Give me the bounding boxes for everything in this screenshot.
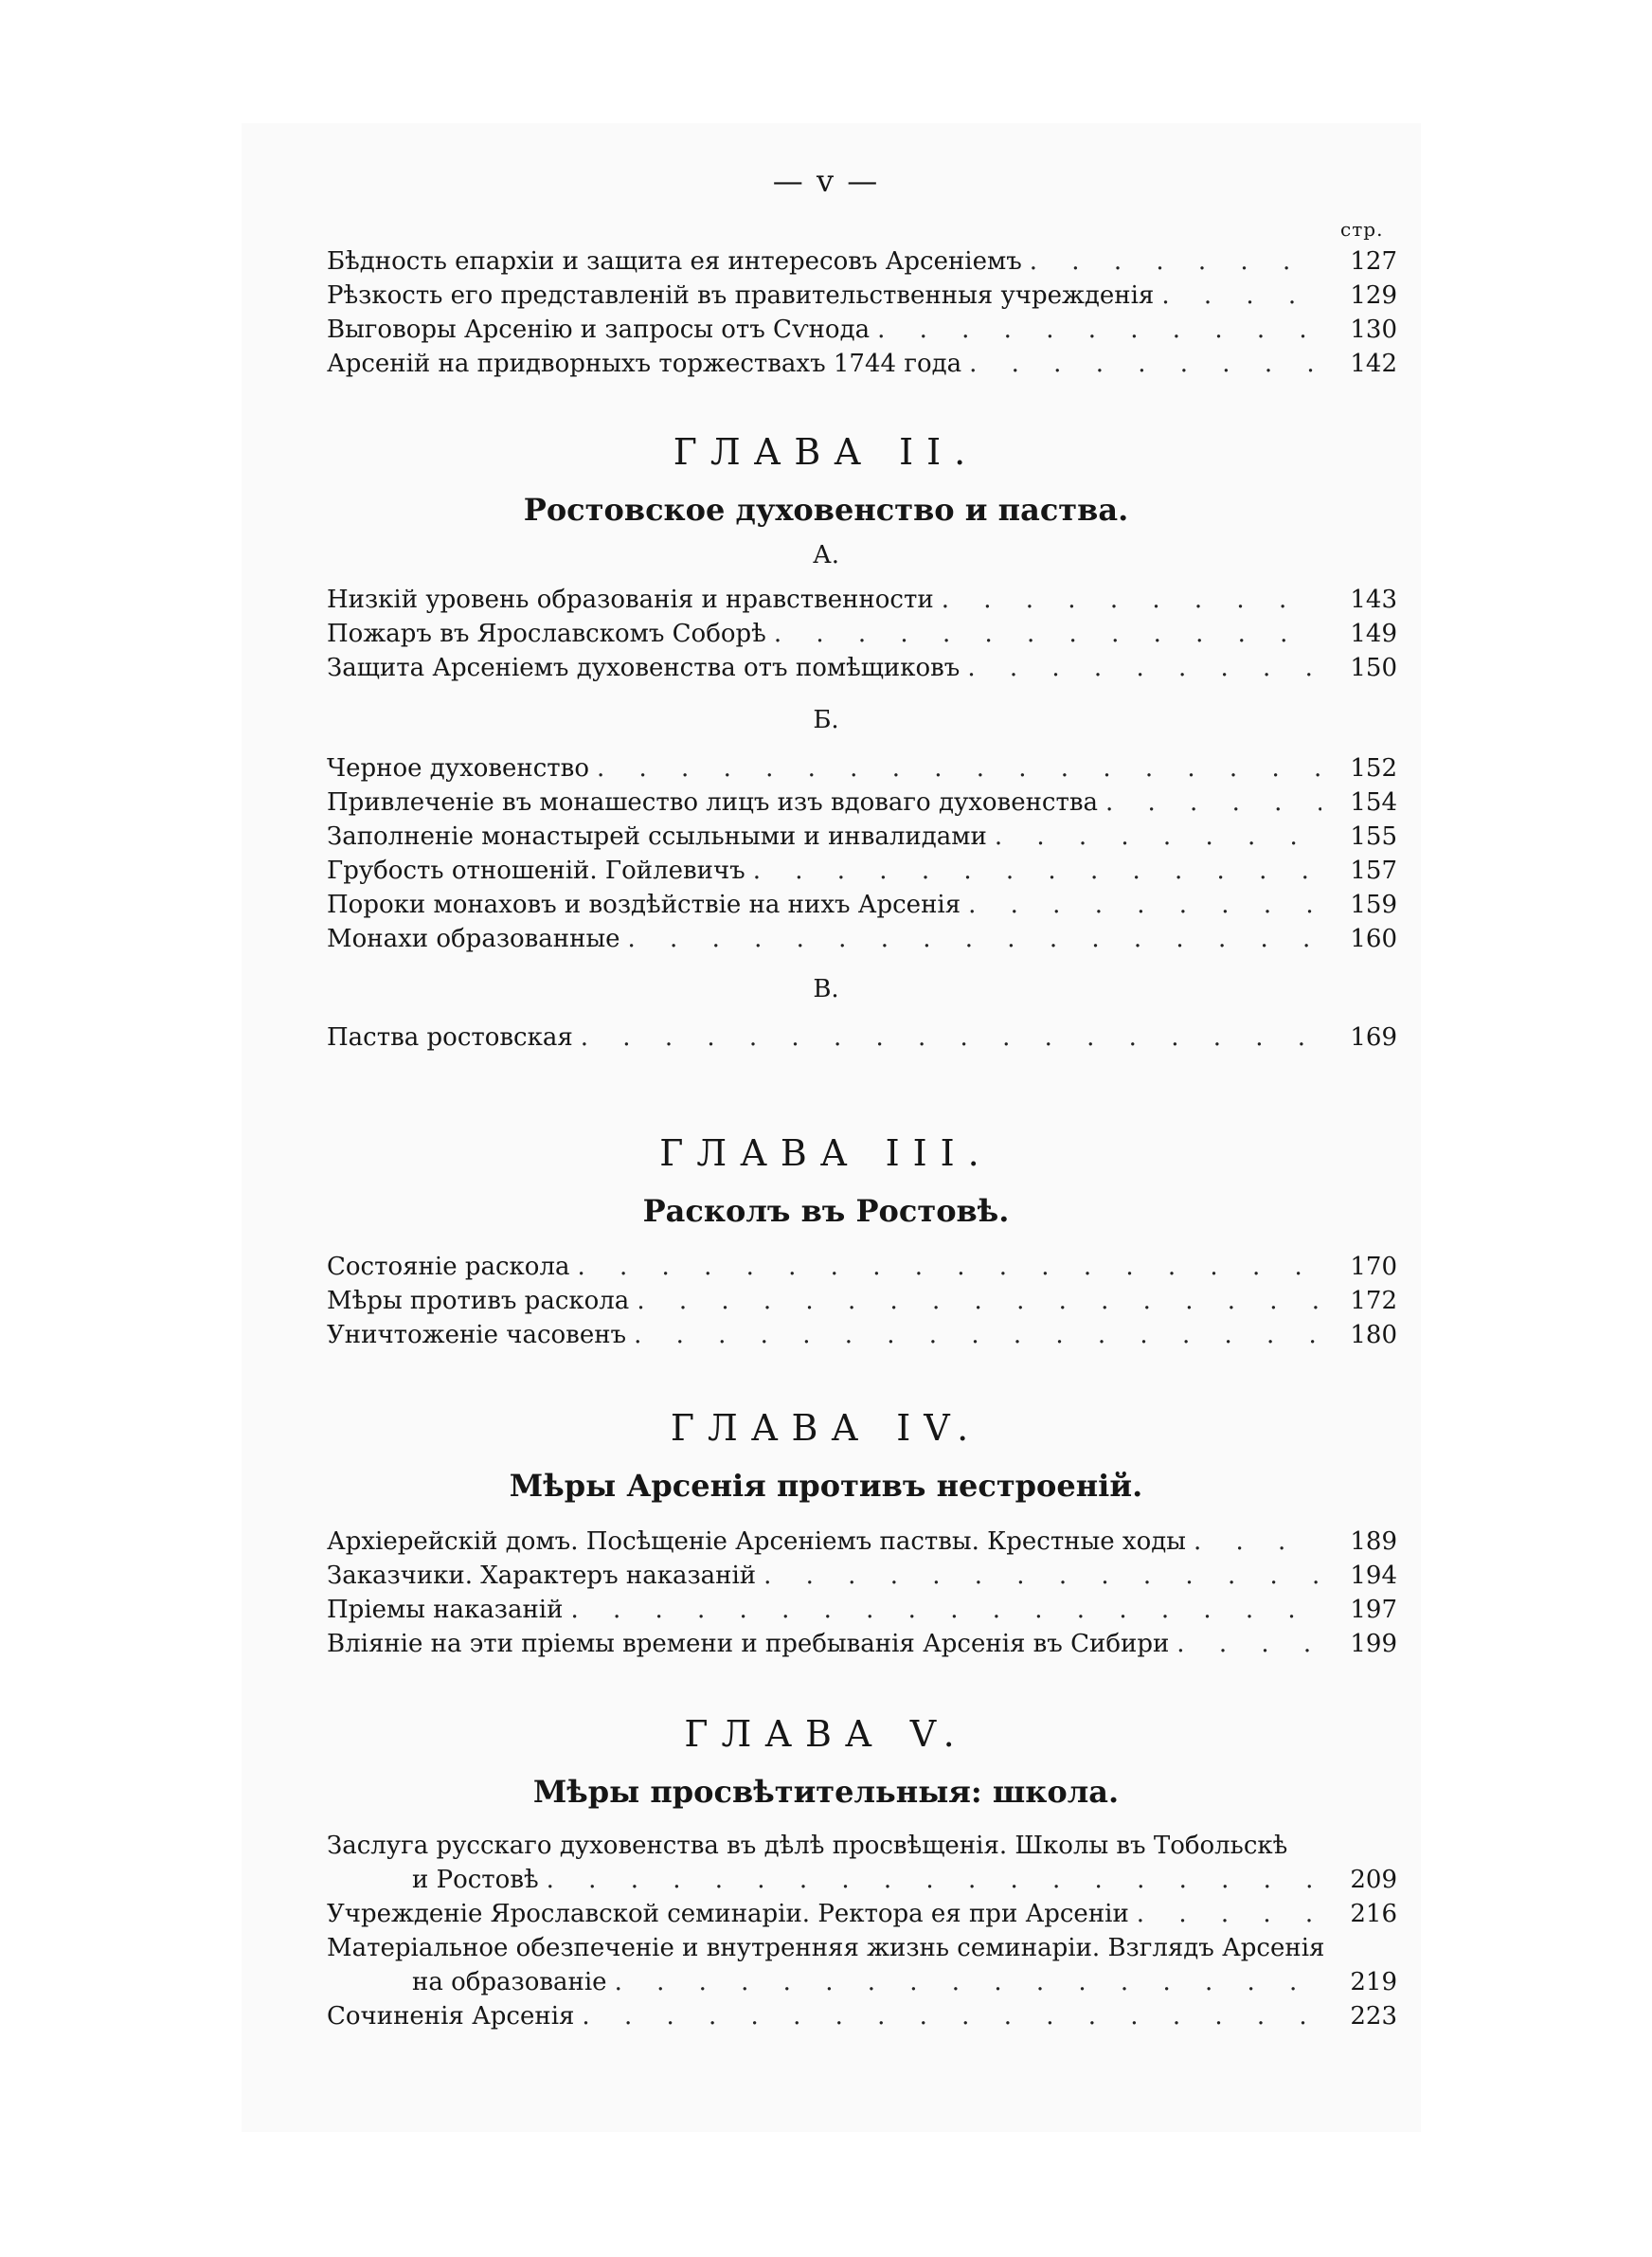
chapter-2 (327, 431, 1397, 1055)
chapter-4 (327, 1407, 1397, 1661)
toc-entry-page: 143 (1350, 586, 1397, 614)
toc-entry-title: Уничтоженіе часовенъ (327, 1321, 627, 1349)
toc-entry-page: 219 (1350, 1968, 1397, 1996)
dot-leader (1176, 1627, 1321, 1661)
toc-entry[interactable] (327, 1284, 1397, 1318)
chapter-heading: ГЛАВА II. (673, 431, 979, 473)
dot-leader (968, 888, 1321, 922)
toc-entry-title: Архіерейскій домъ. Посѣщеніе Арсеніемъ паствы. Крестные ходы (327, 1527, 1186, 1556)
toc-entry[interactable] (327, 751, 1397, 785)
chapter-heading: ГЛАВА V. (684, 1713, 968, 1755)
toc-entry[interactable] (327, 1020, 1397, 1055)
toc-entry-title: Заказчики. Характеръ наказаній (327, 1562, 757, 1590)
chapter-heading: ГЛАВА IV. (670, 1407, 982, 1449)
toc-entry-page: 142 (1350, 350, 1397, 378)
running-header: — v — (772, 163, 880, 199)
dot-leader (615, 1965, 1321, 1999)
chapter-heading: ГЛАВА III. (659, 1132, 993, 1174)
toc-entry-title: и Ростовѣ (412, 1866, 539, 1894)
toc-entry-page: 170 (1350, 1253, 1397, 1281)
toc-entry[interactable] (327, 1250, 1397, 1284)
dot-leader (582, 1999, 1321, 2033)
page-column-label: стр. (1340, 218, 1384, 241)
intro-entries (327, 244, 1397, 381)
toc-entry-title: Рѣзкость его представленій въ правительственныя учрежденія (327, 281, 1155, 310)
chapter-5 (327, 1713, 1397, 2033)
toc-entry-title: Мѣры противъ раскола (327, 1287, 630, 1315)
dot-leader (634, 1318, 1321, 1352)
toc-entry-page: 127 (1350, 247, 1397, 276)
chapter-3 (327, 1132, 1397, 1352)
dot-leader (1105, 785, 1321, 820)
toc-entry[interactable] (327, 651, 1397, 685)
chapter-title: Ростовское духовенство и паства. (523, 492, 1129, 528)
toc-entry-page: 194 (1350, 1562, 1397, 1590)
toc-entry[interactable] (327, 785, 1397, 820)
dot-leader (877, 313, 1321, 347)
toc-entry[interactable] (327, 617, 1397, 651)
dot-leader (577, 1250, 1321, 1284)
toc-entry-page: 216 (1350, 1900, 1397, 1928)
toc-entry-page: 160 (1350, 925, 1397, 953)
toc-entry-title: Низкій уровень образованія и нравственности (327, 586, 934, 614)
dot-leader (581, 1020, 1321, 1055)
dot-leader (570, 1593, 1321, 1627)
toc-entry-title: Защита Арсеніемъ духовенства отъ помѣщиковъ (327, 654, 961, 682)
toc-entry-page: 172 (1350, 1287, 1397, 1315)
toc-entry-page: 197 (1350, 1596, 1397, 1624)
toc-entry-page: 189 (1350, 1527, 1397, 1556)
toc-entry-page: 152 (1350, 754, 1397, 783)
toc-entry-title: Сочиненія Арсенія (327, 2002, 575, 2031)
section-letter: В. (813, 975, 839, 1003)
toc-entry-page: 149 (1350, 620, 1397, 648)
dot-leader (1137, 1897, 1321, 1931)
toc-entry-title: Пожаръ въ Ярославскомъ Соборѣ (327, 620, 766, 648)
toc-entry-title: Бѣдность епархіи и защита ея интересовъ Арсеніемъ (327, 247, 1022, 276)
toc-entry-page: 150 (1350, 654, 1397, 682)
toc-entry-title: Учрежденіе Ярославской семинаріи. Ректора ея при Арсеніи (327, 1900, 1129, 1928)
toc-entry-page: 157 (1350, 857, 1397, 885)
toc-entry-title: Арсеній на придворныхъ торжествахъ 1744 года (327, 350, 962, 378)
toc-entry-page: 154 (1350, 788, 1397, 817)
toc-entry[interactable] (327, 1525, 1397, 1559)
toc-entry[interactable] (327, 1318, 1397, 1352)
toc-entry-page: 209 (1350, 1866, 1397, 1894)
toc-entry-page: 223 (1350, 2002, 1397, 2031)
toc-entry[interactable] (327, 820, 1397, 854)
toc-entry[interactable] (327, 922, 1397, 956)
toc-entry-title: Привлеченіе въ монашество лицъ изъ вдоваго духовенства (327, 788, 1098, 817)
toc-entry-title: Грубость отношеній. Гойлевичъ (327, 857, 745, 885)
toc-entry-title: Черное духовенство (327, 754, 589, 783)
toc-entry-title: Состояніе раскола (327, 1253, 570, 1281)
toc-entry-title: Пріемы наказаній (327, 1596, 564, 1624)
toc-entry[interactable] (327, 583, 1397, 617)
dot-leader (628, 922, 1321, 956)
toc-entry-first-line[interactable] (327, 1931, 1397, 1965)
dot-leader (763, 1559, 1321, 1593)
toc-entry-page: 129 (1350, 281, 1397, 310)
toc-entry[interactable] (327, 888, 1397, 922)
dot-leader (637, 1284, 1321, 1318)
toc-entry[interactable] (327, 1627, 1397, 1661)
dot-leader (995, 820, 1321, 854)
toc-entry-page: 159 (1350, 891, 1397, 919)
toc-entry-title: на образованіе (412, 1968, 607, 1996)
toc-entry-page: 199 (1350, 1630, 1397, 1658)
toc-entry[interactable] (327, 854, 1397, 888)
chapter-title: Расколъ въ Ростовѣ. (642, 1193, 1010, 1229)
dot-leader (1030, 244, 1321, 279)
toc-entry-title: Монахи образованные (327, 925, 620, 953)
toc-entry[interactable] (327, 244, 1397, 279)
dot-leader (1194, 1525, 1321, 1559)
toc-entry[interactable] (327, 1559, 1397, 1593)
dot-leader (547, 1863, 1321, 1897)
toc-entry-page: 169 (1350, 1023, 1397, 1052)
toc-entry-first-line[interactable] (327, 1829, 1397, 1863)
toc-entry-page: 130 (1350, 316, 1397, 344)
section-letter: Б. (813, 706, 839, 734)
toc-entry-continuation[interactable] (327, 1965, 1397, 1999)
toc-entry-title: Вліяніе на эти пріемы времени и пребыванія Арсенія въ Сибири (327, 1630, 1170, 1658)
toc-entry-page: 180 (1350, 1321, 1397, 1349)
section-letter: А. (813, 541, 839, 569)
toc-entry-continuation[interactable] (327, 1863, 1397, 1897)
toc-entry[interactable] (327, 313, 1397, 347)
toc-entry[interactable] (327, 1897, 1397, 1931)
toc-entry-page: 155 (1350, 822, 1397, 851)
dot-leader (942, 583, 1321, 617)
toc-entry-title: Выговоры Арсенію и запросы отъ Сѵнода (327, 316, 871, 344)
toc-entry-title: Заполненіе монастырей ссыльными и инвалидами (327, 822, 987, 851)
toc-entry-title: Пороки монаховъ и воздѣйствіе на нихъ Арсенія (327, 891, 961, 919)
chapter-title: Мѣры Арсенія противъ нестроеній. (509, 1468, 1143, 1504)
dot-leader (1161, 279, 1321, 313)
dot-leader (969, 347, 1321, 381)
dot-leader (753, 854, 1321, 888)
toc-entry-title: Матеріальное обезпеченіе и внутренняя жизнь семинаріи. Взглядъ Арсенія (327, 1934, 1325, 1962)
dot-leader (774, 617, 1321, 651)
toc-entry[interactable] (327, 1999, 1397, 2033)
toc-entry[interactable] (327, 279, 1397, 313)
chapter-title: Мѣры просвѣтительныя: школа. (532, 1774, 1120, 1810)
toc-entry[interactable] (327, 347, 1397, 381)
toc-entry-title: Заслуга русскаго духовенства въ дѣлѣ просвѣщенія. Школы въ Тобольскѣ (327, 1832, 1288, 1860)
dot-leader (597, 751, 1321, 785)
toc-entry-title: Паства ростовская (327, 1023, 573, 1052)
toc-entry[interactable] (327, 1593, 1397, 1627)
dot-leader (967, 651, 1321, 685)
